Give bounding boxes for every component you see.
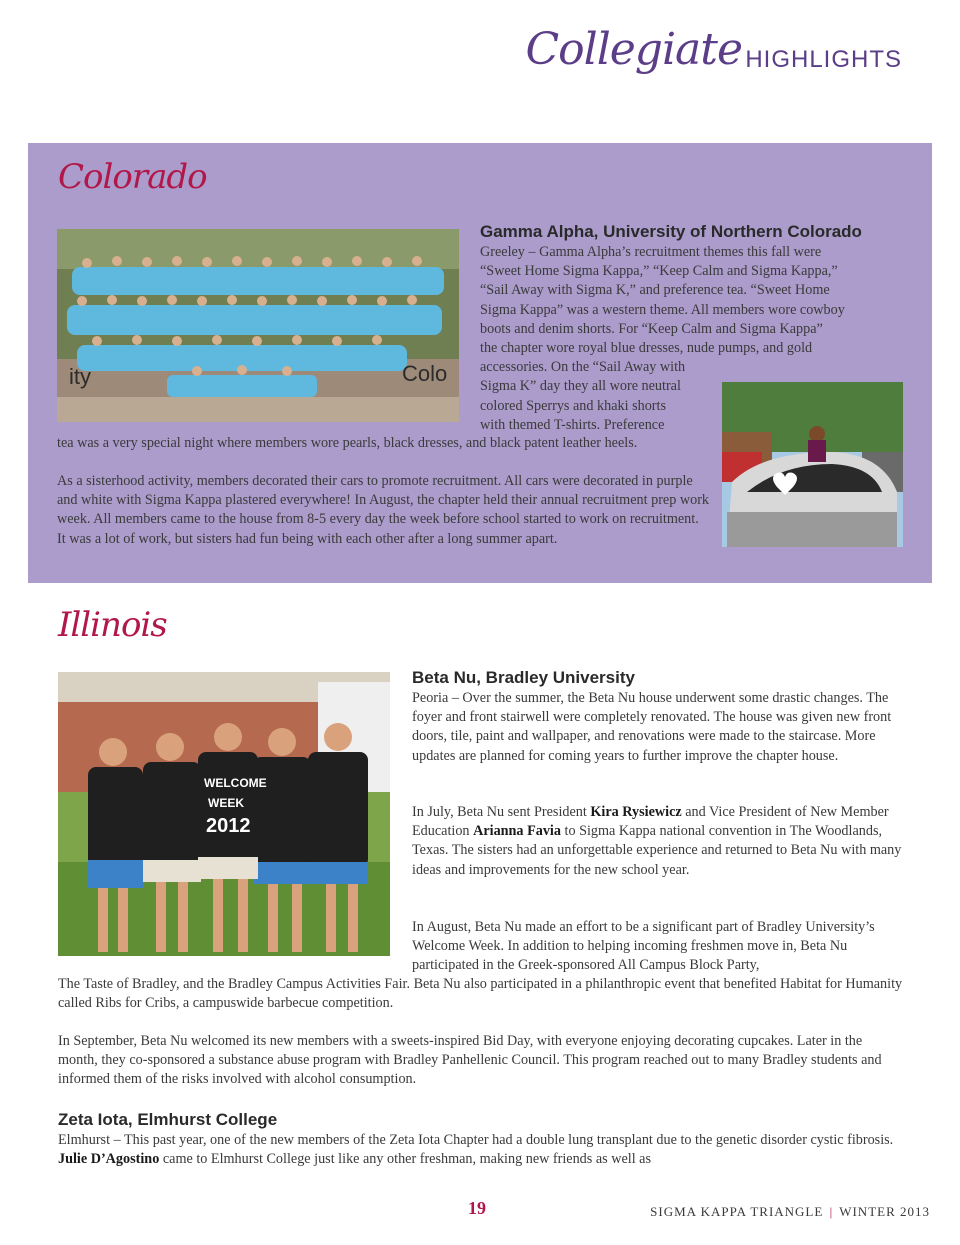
line: “Sail Away with Sigma K,” and preference tea. “Sweet Home <box>480 282 830 299</box>
member-name: Julie D’Agostino <box>58 1151 160 1168</box>
header-caps-word: HIGHLIGHTS <box>745 46 902 73</box>
gamma-alpha-heading: Gamma Alpha, University of Northern Colorado <box>480 222 862 241</box>
photo1-caption-left: ity <box>69 364 91 389</box>
line: “Sweet Home Sigma Kappa,” “Keep Calm and Sigma Kappa,” <box>480 263 838 280</box>
publication-footer <box>650 1204 930 1220</box>
shirt-text-1: WELCOME <box>204 776 267 790</box>
vp-name: Arianna Favia <box>473 823 561 840</box>
beta-nu-paragraph-3-narrow: In August, Beta Nu made an effort to be a significant part of Bradley University’s Welcome Week. In addition to helping incoming freshmen move in, Beta Nu participated in the Greek-sponsored All Campus Block Party, <box>412 919 875 974</box>
line: Sigma K” day they all wore neutral <box>480 378 681 395</box>
page-header <box>525 24 902 94</box>
beta-nu-group-photo <box>58 672 390 956</box>
colorado-section <box>28 143 932 583</box>
text-run: and Vice President of New Member Education <box>412 804 889 840</box>
decorated-car-photo <box>722 382 903 547</box>
shirt-text-3: 2012 <box>206 815 251 837</box>
text-run: came to Elmhurst College just like any other freshman, making new friends as well as <box>159 1151 652 1168</box>
text-run: to Sigma Kappa national convention in The Woodlands, Texas. The sisters had an unforgettable experience and returned to Beta Nu with many ideas and improvements for the new school year. <box>412 823 902 878</box>
illinois-title: Illinois <box>58 605 167 645</box>
gamma-alpha-group-photo <box>57 229 459 422</box>
president-name: Kira Rysiewicz <box>590 804 682 820</box>
beta-nu-paragraph-3-full: The Taste of Bradley, and the Bradley Campus Activities Fair. Beta Nu also participated in a philanthropic event that benefited Habitat for Humanity called Ribs for Cribs, a campuswide barbecue competition. <box>58 976 903 1012</box>
beta-nu-paragraph-2 <box>412 803 904 880</box>
page-number: 19 <box>468 1198 486 1218</box>
footer-separator: | <box>829 1204 834 1219</box>
text-run: In July, Beta Nu sent President <box>412 804 591 820</box>
line: Sigma Kappa” was a western theme. All members wore cowboy <box>480 301 845 318</box>
gamma-alpha-line-full: tea was a very special night where members wore pearls, black dresses, and black patent leather heels. <box>57 435 638 451</box>
beta-nu-paragraph-1: Peoria – Over the summer, the Beta Nu house underwent some drastic changes. The foyer and front stairwell were completely renovated. The house was given new front doors, tile, paint and wallpaper, and renovations were made to the staircase. More updates are planned for coming years to further improve the chapter house. <box>412 690 892 764</box>
gamma-alpha-paragraph-2: As a sisterhood activity, members decorated their cars to promote recruitment. All cars were decorated in purple and white with Sigma Kappa plastered everywhere! In August, the chapter held their annual recruitment prep work week. All members came to the house from 8-5 every day the week before school started to work on recruitment. It was a lot of work, but sisters had fun being with each other after a long summer apart. <box>57 473 710 547</box>
line: colored Sperrys and khaki shorts <box>480 397 666 414</box>
zeta-iota-heading: Zeta Iota, Elmhurst College <box>58 1110 278 1129</box>
publication-name: SIGMA KAPPA TRIANGLE <box>650 1204 824 1219</box>
line: with themed T-shirts. Preference <box>480 416 665 433</box>
colorado-title: Colorado <box>58 157 207 197</box>
header-script-word: Collegiate <box>525 24 742 75</box>
shirt-text-2: WEEK <box>208 796 244 810</box>
line: accessories. On the “Sail Away with <box>480 359 686 376</box>
text-run: Elmhurst – This past year, one of the new members of the Zeta Iota Chapter had a double lung transplant due to the genetic disorder cystic fibrosis. <box>58 1132 894 1148</box>
line: the chapter wore royal blue dresses, nude pumps, and gold <box>480 340 813 357</box>
line: boots and denim shorts. For “Keep Calm and Sigma Kappa” <box>480 320 823 337</box>
line: Greeley – Gamma Alpha’s recruitment themes this fall were <box>480 244 822 260</box>
zeta-iota-paragraph <box>58 1131 904 1169</box>
photo1-caption-right: Colo <box>402 361 448 386</box>
beta-nu-paragraph-4: In September, Beta Nu welcomed its new members with a sweets-inspired Bid Day, with everyone enjoying decorating cupcakes. Later in the month, they co-sponsored a substance abuse program with Bradley Panhellenic Council. This program reached out to many Bradley students and informed them of the risks involved with alcohol consumption. <box>58 1033 882 1088</box>
beta-nu-heading: Beta Nu, Bradley University <box>412 668 635 687</box>
issue-date: WINTER 2013 <box>839 1204 930 1219</box>
